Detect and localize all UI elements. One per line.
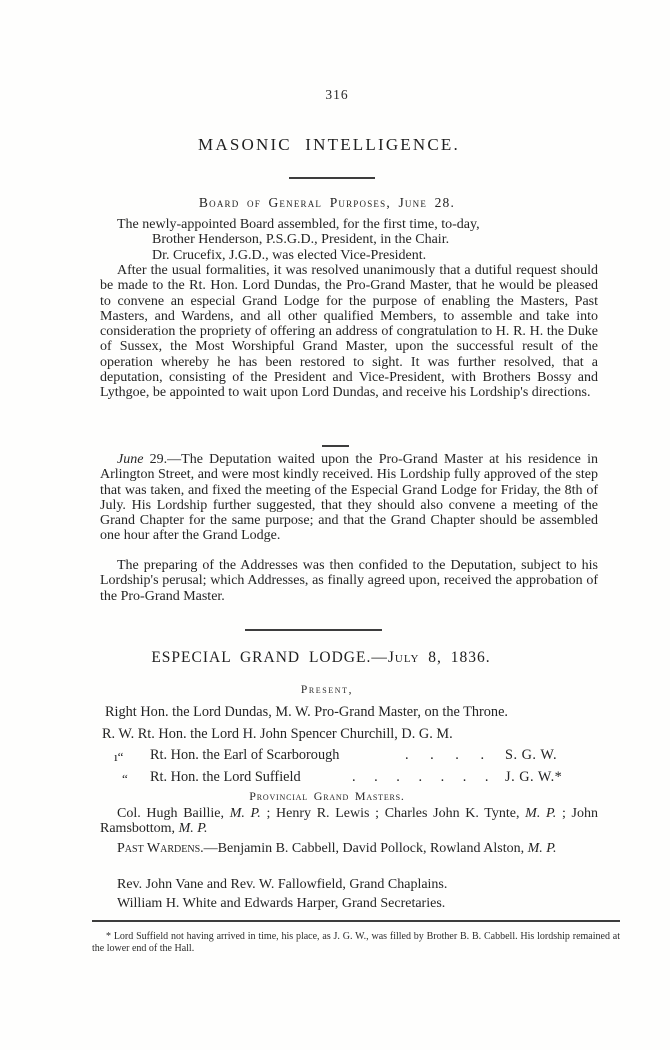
footnote-text: * Lord Suffield not having arrived in time, his place, as J. G. W., was filled by Brother B. B. Cabbell. His lordship remained at the lower end of the Hall. — [92, 931, 620, 954]
officer-office: J. G. W.* — [505, 768, 563, 785]
officer-row-senior-grand-warden — [100, 747, 625, 769]
present-label: Present, — [300, 684, 354, 696]
mp-abbrev: M. P. — [527, 841, 557, 856]
opening-line-1: The newly-appointed Board assembled, for the first time, to-day, — [117, 217, 480, 232]
officer-name: Right Hon. the Lord Dundas, M. W. Pro-Grand Master, on the Throne. — [105, 704, 508, 720]
officer-row-pro-grand-master — [100, 704, 625, 726]
officer-office: S. G. W. — [505, 747, 558, 763]
officer-name: Rt. Hon. the Lord Suffield — [150, 768, 301, 785]
section-heading-board: Board of General Purposes, June 28. — [198, 195, 456, 210]
officer-row-deputy-grand-master — [100, 726, 625, 748]
pgm-text: Col. Hugh Baillie, — [117, 806, 230, 821]
pgm-text: ; Henry R. Lewis ; Charles John K. Tynte, — [260, 806, 526, 821]
mp-abbrev: M. P. — [525, 806, 557, 821]
especial-heading-month: July — [387, 649, 420, 666]
board-opening-lines — [100, 217, 598, 263]
officer-name: Rt. Hon. the Earl of Scarborough — [150, 747, 340, 763]
board-paragraph: After the usual formalities, it was resolved unanimously that a dutiful request should be made to the Rt. Hon. Lord Dundas, the Pro-Grand Master, that he would be pleased to convene an especial Grand Lodge for the purpose of enabling the Masters, Past Masters, and Wardens, and all other qualified Members, to assemble and take into consideration the propriety of offering an address of congratulation to H. R. H. the Duke of Sussex, the Most Worshipful Grand Master, upon the successful result of the operation whereby he has been restored to sight. It was further resolved, that a deputation, consisting of the President and Vice-President, with Brothers Bossy and Lythgoe, be appointed to wait upon Lord Dundas, and receive his Lordship's directions. — [100, 263, 598, 401]
page-title: MASONIC INTELLIGENCE. — [198, 135, 460, 154]
especial-heading-main: ESPECIAL GRAND LODGE.— — [151, 649, 388, 666]
secretaries-line: William H. White and Edwards Harper, Grand Secretaries. — [117, 896, 446, 911]
june29-paragraph — [100, 452, 598, 544]
past-wardens-text: —Benjamin B. Cabbell, David Pollock, Rowland Alston, — [203, 841, 528, 856]
section-heading-provincial: Provincial Grand Masters. — [249, 789, 405, 803]
addresses-paragraph: The preparing of the Addresses was then confided to the Deputation, subject to his Lordship's perusal; which Addresses, as finally agreed upon, received the approbation of the Pro-Grand Master. — [100, 558, 598, 604]
mp-abbrev: M. P. — [178, 821, 208, 837]
dot-leader: . . . . — [405, 747, 485, 763]
pgm-text: ; John Ramsbottom, — [100, 806, 598, 837]
mp-abbrev: M. P. — [229, 806, 261, 821]
ditto-mark: ı“ — [114, 749, 124, 764]
ditto-mark: “ — [122, 770, 128, 786]
opening-line-2: Brother Henderson, P.S.G.D., President, in the Chair. — [152, 232, 450, 248]
june29-date-label: June — [117, 452, 144, 467]
mid-page-divider — [245, 629, 382, 631]
chaplains-line: Rev. John Vane and Rev. W. Fallowfield, Grand Chaplains. — [117, 877, 448, 892]
officers-list — [100, 704, 625, 790]
officer-name: R. W. Rt. Hon. the Lord H. John Spencer Churchill, D. G. M. — [102, 725, 453, 742]
past-wardens-paragraph — [100, 841, 598, 856]
section-divider — [322, 445, 349, 447]
opening-line-3: Dr. Crucefix, J.G.D., was elected Vice-President. — [152, 247, 427, 263]
officer-row-junior-grand-warden — [100, 769, 625, 791]
dot-leader: . . . . . . . — [352, 768, 489, 785]
provincial-masters-paragraph — [100, 806, 598, 837]
section-heading-especial — [0, 649, 656, 667]
june29-text: 29.—The Deputation waited upon the Pro-Grand Master at his residence in Arlington Street, and were most kindly received. His Lordship fully approved of the step that was taken, and fixed the meeting of the Especial Grand Lodge for Friday, the 8th of July. His Lordship further suggested, that they should also convene a meeting of the Grand Chapter for the same purpose; and that the Grand Chapter should be assembled one hour after the Grand Lodge. — [100, 452, 598, 544]
past-wardens-label: Past Wardens. — [117, 841, 204, 856]
title-divider — [289, 177, 375, 179]
footnote-divider — [92, 920, 620, 922]
especial-heading-year: 8, 1836. — [419, 649, 491, 666]
page-number: 316 — [325, 87, 349, 102]
